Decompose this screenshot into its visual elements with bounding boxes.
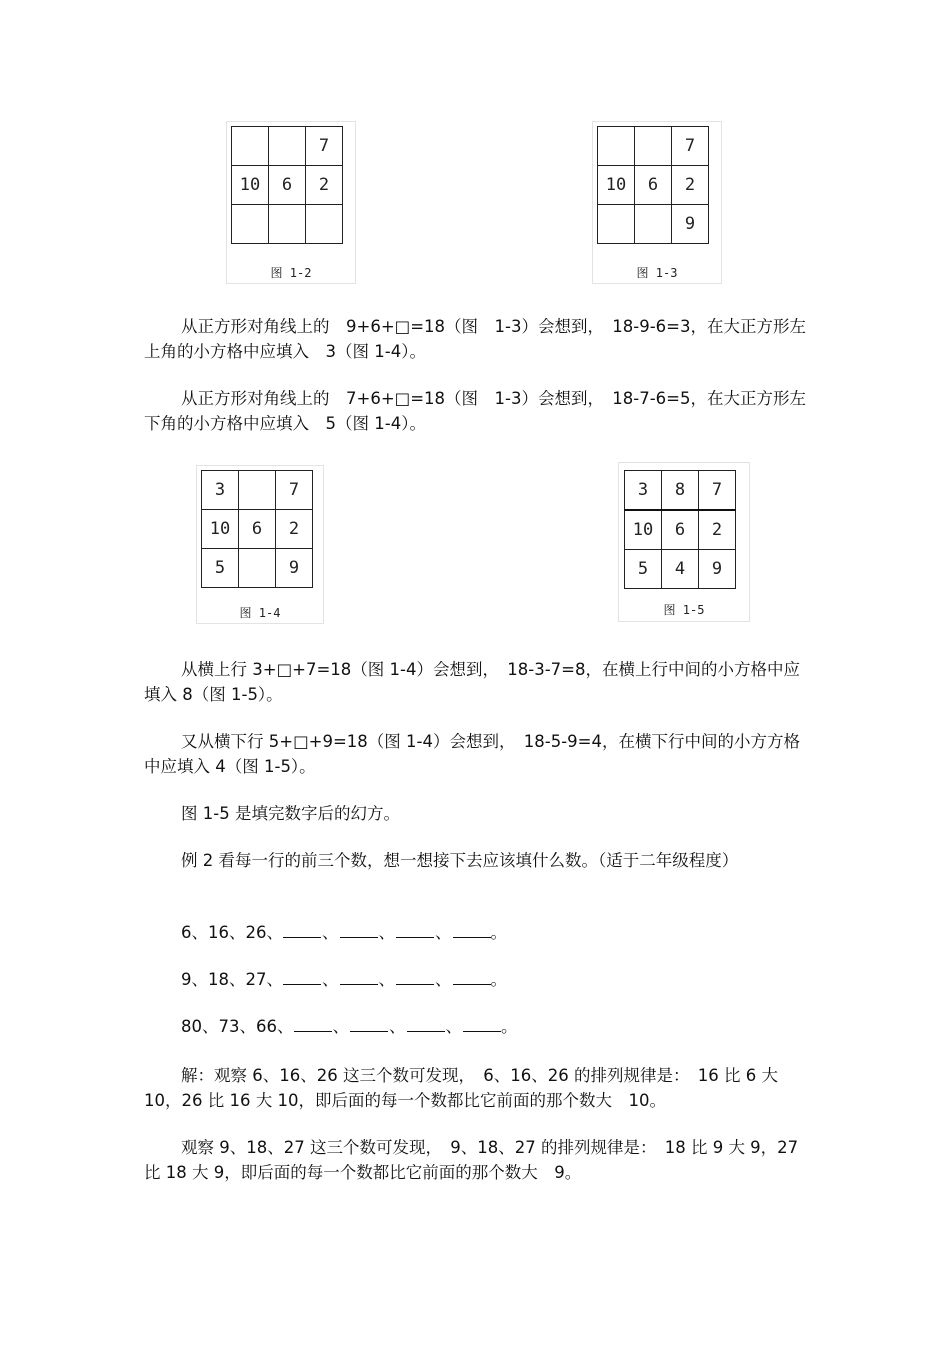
sequence-start: 9、18、27、: [181, 970, 283, 989]
grid-cell: 7: [672, 127, 709, 166]
grid-cell: 9: [699, 550, 736, 589]
separator: 、: [378, 970, 395, 989]
grid-cell: 10: [232, 166, 269, 205]
grid-cell: 6: [662, 510, 699, 550]
grid-cell: [306, 205, 343, 244]
separator: 、: [322, 970, 339, 989]
grid-cell: 6: [635, 166, 672, 205]
figure-caption: 图 1-2: [270, 266, 312, 280]
grid-cell: 10: [625, 510, 662, 550]
sequence-row-3: [181, 1014, 518, 1039]
separator: 、: [435, 970, 452, 989]
answer-blank[interactable]: [340, 923, 378, 938]
grid-cell: 3: [202, 471, 239, 510]
grid-cell: 2: [699, 510, 736, 550]
grid-cell: [232, 127, 269, 166]
figure-1-3: [592, 121, 722, 284]
sequence-end: 。: [501, 1017, 518, 1036]
separator: 、: [445, 1017, 462, 1036]
grid-cell: [232, 205, 269, 244]
paragraph-7: 解：观察 6、16、26 这三个数可发现， 6、16、26 的排列规律是： 16 比 6 大 10，26 比 16 大 10，即后面的每一个数都比它前面的那个数大 10。: [144, 1066, 778, 1110]
separator: 、: [378, 923, 395, 942]
grid-cell: [239, 549, 276, 588]
grid-cell: 5: [625, 550, 662, 589]
answer-blank[interactable]: [407, 1017, 445, 1032]
grid-cell: 10: [202, 510, 239, 549]
sequence-end: 。: [490, 923, 507, 942]
paragraph-8: 观察 9、18、27 这三个数可发现， 9、18、27 的排列规律是： 18 比 9 大 9，27 比 18 大 9，即后面的每一个数都比它前面的那个数大 9。: [144, 1138, 799, 1182]
magic-square-grid: [624, 470, 736, 589]
separator: 、: [435, 923, 452, 942]
paragraph-4: 又从横下行 5+□+9=18（图 1-4）会想到， 18-5-9=4，在横下行中间的小方方格中应填入 4（图 1-5）。: [144, 732, 800, 776]
grid-cell: 7: [699, 471, 736, 511]
answer-blank[interactable]: [283, 923, 321, 938]
grid-cell: 2: [306, 166, 343, 205]
grid-cell: [239, 471, 276, 510]
magic-square-grid: [201, 470, 313, 588]
separator: 、: [389, 1017, 406, 1036]
grid-cell: 5: [202, 549, 239, 588]
paragraph-6: 例 2 看每一行的前三个数，想一想接下去应该填什么数。（适于二年级程度）: [181, 851, 739, 870]
grid-cell: 3: [625, 471, 662, 511]
grid-cell: [635, 205, 672, 244]
separator: 、: [322, 923, 339, 942]
answer-blank[interactable]: [396, 923, 434, 938]
answer-blank[interactable]: [340, 970, 378, 985]
answer-blank[interactable]: [396, 970, 434, 985]
sequence-end: 。: [490, 970, 507, 989]
grid-cell: 2: [276, 510, 313, 549]
sequence-start: 6、16、26、: [181, 923, 283, 942]
grid-cell: [269, 205, 306, 244]
figure-1-2: [226, 121, 356, 284]
answer-blank[interactable]: [350, 1017, 388, 1032]
grid-cell: 8: [662, 471, 699, 511]
grid-cell: 6: [269, 166, 306, 205]
figure-1-4: [196, 465, 324, 624]
grid-cell: [635, 127, 672, 166]
sequence-start: 80、73、66、: [181, 1017, 294, 1036]
paragraph-2: 从正方形对角线上的 7+6+□=18（图 1-3）会想到， 18-7-6=5，在大正方形左下角的小方格中应填入 5（图 1-4）。: [144, 389, 806, 433]
grid-cell: [269, 127, 306, 166]
grid-cell: 4: [662, 550, 699, 589]
magic-square-grid: [597, 126, 709, 244]
grid-cell: 9: [276, 549, 313, 588]
grid-cell: 7: [306, 127, 343, 166]
sequence-row-1: [181, 920, 507, 945]
answer-blank[interactable]: [463, 1017, 501, 1032]
grid-cell: 6: [239, 510, 276, 549]
grid-cell: 10: [598, 166, 635, 205]
paragraph-1: 从正方形对角线上的 9+6+□=18（图 1-3）会想到， 18-9-6=3，在大正方形左上角的小方格中应填入 3（图 1-4）。: [144, 317, 806, 361]
figure-1-5: [618, 462, 750, 622]
paragraph-5: 图 1-5 是填完数字后的幻方。: [181, 804, 400, 823]
answer-blank[interactable]: [283, 970, 321, 985]
answer-blank[interactable]: [453, 923, 491, 938]
grid-cell: 2: [672, 166, 709, 205]
grid-cell: [598, 205, 635, 244]
separator: 、: [332, 1017, 349, 1036]
answer-blank[interactable]: [453, 970, 491, 985]
answer-blank[interactable]: [294, 1017, 332, 1032]
magic-square-grid: [231, 126, 343, 244]
figure-caption: 图 1-4: [239, 606, 281, 620]
grid-cell: 7: [276, 471, 313, 510]
paragraph-3: 从横上行 3+□+7=18（图 1-4）会想到， 18-3-7=8，在横上行中间的小方格中应填入 8（图 1-5）。: [144, 660, 800, 704]
grid-cell: 9: [672, 205, 709, 244]
grid-cell: [598, 127, 635, 166]
figure-caption: 图 1-5: [663, 603, 705, 617]
sequence-row-2: [181, 967, 507, 992]
figure-caption: 图 1-3: [636, 266, 678, 280]
